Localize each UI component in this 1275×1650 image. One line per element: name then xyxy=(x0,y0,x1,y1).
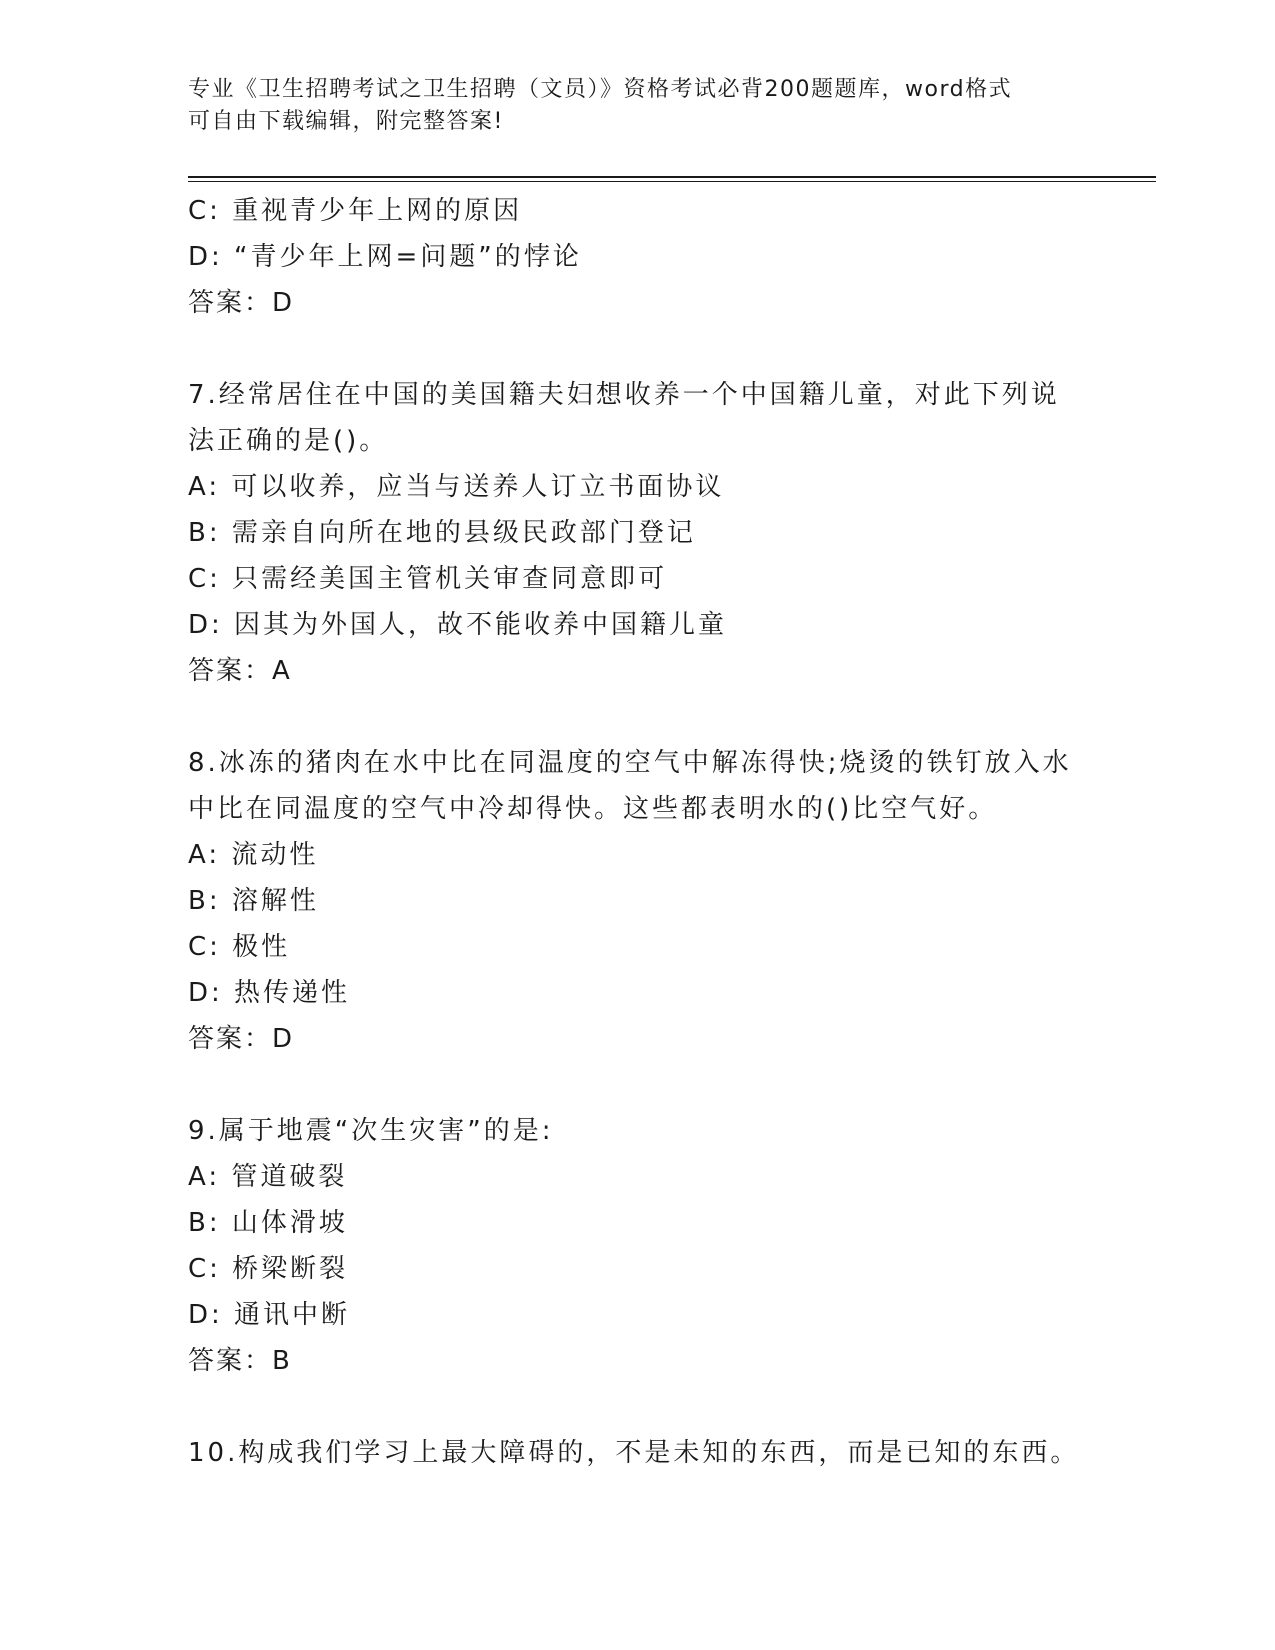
answer: 答案：D xyxy=(188,1024,295,1054)
question-7 xyxy=(188,372,1088,694)
option-b: B: 溶解性 xyxy=(188,886,319,916)
question-stem-continued: 中比在同温度的空气中冷却得快。这些都表明水的()比空气好。 xyxy=(188,794,998,824)
question-stem: 7.经常居住在中国的美国籍夫妇想收养一个中国籍儿童，对此下列说 xyxy=(188,380,1060,410)
answer: 答案：A xyxy=(188,656,292,686)
option-b: B: 需亲自向所在地的县级民政部门登记 xyxy=(188,518,696,548)
header-line-2: 可自由下载编辑，附完整答案! xyxy=(188,109,504,134)
spacer xyxy=(188,326,1088,372)
option-c: C: 只需经美国主管机关审查同意即可 xyxy=(188,564,668,594)
option-d: D: 热传递性 xyxy=(188,978,351,1008)
option-c: C: 极性 xyxy=(188,932,291,962)
option-b: B: 山体滑坡 xyxy=(188,1208,348,1238)
question-9 xyxy=(188,1108,1088,1384)
header-line-1: 专业《卫生招聘考试之卫生招聘（文员）》资格考试必背200题题库，word格式 xyxy=(188,77,1013,102)
option-a: A: 流动性 xyxy=(188,840,319,870)
question-6-tail xyxy=(188,188,1088,326)
option-a: A: 可以收养，应当与送养人订立书面协议 xyxy=(188,472,725,502)
question-stem: 8.冰冻的猪肉在水中比在同温度的空气中解冻得快;烧烫的铁钉放入水 xyxy=(188,748,1072,778)
question-stem-continued: 法正确的是()。 xyxy=(188,426,389,456)
option-d: D: “青少年上网=问题”的悖论 xyxy=(188,242,582,272)
option-c: C: 桥梁断裂 xyxy=(188,1254,349,1284)
question-10 xyxy=(188,1430,1088,1476)
option-d: D: 因其为外国人，故不能收养中国籍儿童 xyxy=(188,610,728,640)
spacer xyxy=(188,1384,1088,1430)
document-header xyxy=(188,74,1108,138)
header-rule-thin xyxy=(188,181,1156,182)
question-list xyxy=(188,188,1088,1476)
option-d: D: 通讯中断 xyxy=(188,1300,351,1330)
question-stem: 10.构成我们学习上最大障碍的，不是未知的东西，而是已知的东西。 xyxy=(188,1438,1080,1468)
option-c: C: 重视青少年上网的原因 xyxy=(188,196,523,226)
option-a: A: 管道破裂 xyxy=(188,1162,348,1192)
question-stem: 9.属于地震“次生灾害”的是: xyxy=(188,1116,554,1146)
spacer xyxy=(188,1062,1088,1108)
answer: 答案：D xyxy=(188,288,295,318)
spacer xyxy=(188,694,1088,740)
header-rule-thick xyxy=(188,176,1156,178)
answer: 答案：B xyxy=(188,1346,292,1376)
question-8 xyxy=(188,740,1088,1062)
